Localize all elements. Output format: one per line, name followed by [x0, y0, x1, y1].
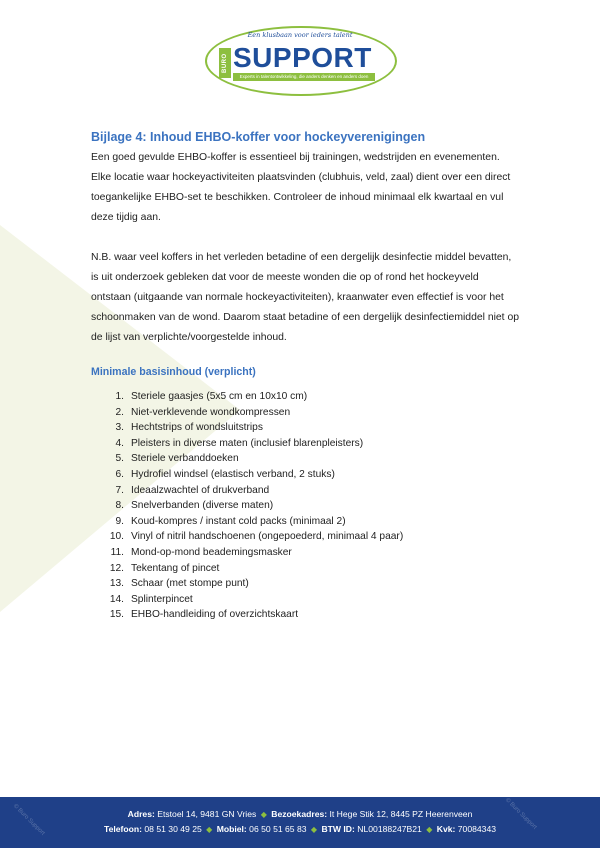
footer-contact-line [0, 824, 600, 834]
note-paragraph: N.B. waar veel koffers in het verleden betadine of een dergelijk desinfectie middel bevatten, is uit onderzoek gebleken dat voor de meeste wonden die op of rond het hockeyveld ontstaan (uitgaande van normale hockeyactiviteiten), kraanwater even effectief is voor het schoonmaken van de wond. Daarom staat betadine of een dergelijk desinfectiemiddel niet op de lijst van verplichte/voorgestelde inhoud. [91, 252, 520, 343]
list-item [91, 436, 521, 452]
intro-paragraph: Een goed gevulde EHBO-koffer is essentieel bij trainingen, wedstrijden en evenementen. Elke locatie waar hockeyactiviteiten plaatsvinden (clubhuis, veld, zaal) dient over een direct toegankelijke EHBO-set te beschikken. Controleer de inhoud minimaal elk kwartaal en vul deze tijdig aan. [91, 152, 511, 223]
list-item [91, 498, 521, 514]
footer-address-line [0, 809, 600, 819]
separator-icon: ◆ [310, 825, 318, 834]
list-item-text: Snelverbanden (diverse maten) [131, 500, 274, 512]
address-value: Etstoel 14, 9481 GN Vries [157, 809, 257, 819]
list-item-text: Vinyl of nitril handschoenen (ongepoederd, minimaal 4 paar) [131, 531, 404, 543]
address-label: Adres: [127, 809, 155, 819]
list-item-text: Mond-op-mond beademingsmasker [131, 546, 292, 558]
list-item [91, 405, 521, 421]
list-item-text: Ideaalzwachtel of drukverband [131, 484, 270, 496]
list-item-text: Hechtstrips of wondsluitstrips [131, 422, 263, 434]
list-item-text: Tekentang of pincet [131, 562, 220, 574]
list-item-number: 1. [115, 391, 124, 402]
list-item-number: 9. [115, 515, 124, 527]
list-item-number: 6. [115, 468, 124, 480]
list-item-number: 13. [109, 578, 124, 590]
vat-value: NL00188247B21 [357, 824, 422, 834]
logo-tagline: Een klusbaan voor ieders talent [247, 31, 353, 39]
mobile-value: 06 50 51 65 83 [249, 824, 307, 834]
vat-label: BTW ID: [321, 824, 355, 834]
list-item [91, 483, 521, 499]
list-item-number: 5. [115, 453, 124, 465]
list-item-number: 11. [110, 546, 124, 558]
mobile-label: Mobiel: [216, 824, 247, 834]
page-title: Bijlage 4: Inhoud EHBO-koffer voor hockeyverenigingen [91, 130, 426, 144]
buro-support-logo [205, 26, 395, 94]
visit-address-label: Bezoekadres: [271, 809, 328, 819]
contents-list [91, 389, 521, 623]
list-item-number: 8. [115, 500, 124, 512]
list-item [91, 420, 521, 436]
footer [0, 797, 600, 848]
list-item-number: 10. [109, 531, 124, 543]
list-item-number: 4. [115, 437, 124, 449]
document-body [91, 130, 521, 623]
list-item-text: Hydrofiel windsel (elastisch verband, 2 stuks) [131, 468, 335, 480]
section-heading: Minimale basisinhoud (verplicht) [91, 366, 256, 378]
list-item [91, 451, 521, 467]
list-item-number: 14. [109, 593, 124, 605]
logo-buro: BURO [219, 48, 231, 78]
visit-address-value: It Hege Stik 12, 8445 PZ Heerenveen [329, 809, 473, 819]
list-item-text: Steriele verbanddoeken [131, 453, 239, 465]
list-item-text: Pleisters in diverse maten (inclusief blarenpleisters) [131, 437, 364, 449]
list-item-text: Koud-kompres / instant cold packs (minimaal 2) [131, 515, 346, 527]
list-item-number: 7. [115, 484, 124, 496]
list-item [91, 514, 521, 530]
list-item [91, 592, 521, 608]
list-item-number: 3. [115, 422, 124, 434]
list-item [91, 561, 521, 577]
list-item [91, 607, 521, 623]
list-item-text: Schaar (met stompe punt) [131, 578, 249, 590]
footer-watermark: © Buro Support [11, 803, 46, 837]
list-item-text: Niet-verklevende wondkompressen [131, 406, 291, 418]
list-item [91, 529, 521, 545]
list-item-text: Splinterpincet [131, 593, 193, 605]
logo-wordmark: SUPPORT [233, 42, 372, 73]
separator-icon: ◆ [206, 825, 213, 834]
list-item-number: 15. [109, 609, 124, 621]
phone-value: 08 51 30 49 25 [144, 824, 202, 834]
list-item-number: 2. [115, 406, 124, 418]
kvk-label: Kvk: [436, 824, 456, 834]
list-item-text: EHBO-handleiding of overzichtskaart [131, 609, 299, 621]
phone-label: Telefoon: [103, 824, 143, 834]
separator-icon: ◆ [260, 810, 267, 819]
list-item-text: Steriele gaasjes (5x5 cm en 10x10 cm) [131, 391, 308, 402]
logo-subline: Experts in talentontwikkeling, die anders denken en anders doen [233, 73, 375, 81]
list-item [91, 545, 521, 561]
list-item [91, 467, 521, 483]
list-item-number: 12. [109, 562, 124, 574]
kvk-value: 70084343 [457, 824, 497, 834]
separator-icon: ◆ [426, 825, 433, 834]
list-item [91, 576, 521, 592]
list-item [91, 389, 521, 405]
footer-watermark: © Buro Support [503, 797, 538, 831]
